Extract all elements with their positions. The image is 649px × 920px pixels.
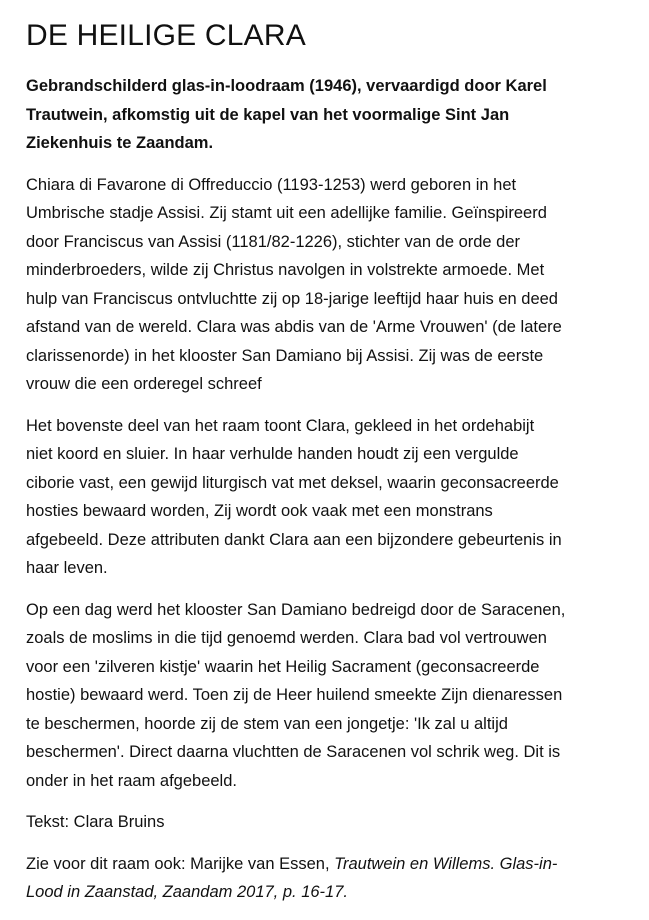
biography-line: clarissenorde) in het klooster San Damiano bij Assisi. Zij was de eerste: [26, 346, 544, 365]
reference-paragraph: [26, 850, 631, 907]
reference-book-title: Trautwein en Willems. Glas-in-: [334, 854, 558, 873]
reference-line-1: [26, 850, 631, 879]
author-credit: [26, 808, 631, 837]
description-line: haar leven.: [26, 559, 108, 577]
intro-line: Gebrandschilderd glas-in-loodraam (1946), vervaardigd door Karel: [26, 77, 547, 95]
biography-line: afstand van de wereld. Clara was abdis van de 'Arme Vrouwen' (de latere: [26, 318, 562, 336]
description-line: ciborie vast, een gewijd liturgisch vat met deksel, waarin geconsacreerde: [26, 473, 559, 492]
intro-paragraph: [26, 72, 631, 158]
credit-text: Tekst: Clara Bruins: [26, 813, 165, 831]
description-line: hosties bewaard worden, Zij wordt ook vaak met een monstrans: [26, 502, 493, 520]
document-page: [26, 16, 631, 920]
page-title: DE HEILIGE CLARA: [26, 19, 306, 52]
legend-line: Op een dag werd het klooster San Damiano bedreigd door de Saracenen,: [26, 600, 566, 619]
biography-line: door Franciscus van Assisi (1181/82-1226), stichter van de orde der: [26, 232, 521, 251]
biography-line: vrouw die een orderegel schreef: [26, 375, 262, 393]
reference-line-2: Lood in Zaanstad, Zaandam 2017, p. 16-17.: [26, 883, 348, 901]
legend-line: beschermen'. Direct daarna vluchtten de Saracenen vol schrik weg. Dit is: [26, 743, 561, 761]
biography-paragraph: [26, 171, 631, 399]
legend-line: onder in het raam afgebeeld.: [26, 771, 237, 790]
legend-line: hostie) bewaard werd. Toen zij de Heer huilend smeekte Zijn dienaressen: [26, 686, 563, 704]
biography-line: hulp van Franciscus ontvluchtte zij op 18-jarige leeftijd haar huis en deed: [26, 289, 558, 308]
description-line: afgebeeld. Deze attributen dankt Clara aan een bijzondere gebeurtenis in: [26, 530, 562, 549]
legend-line: voor een 'zilveren kistje' waarin het Heilig Sacrament (geconsacreerde: [26, 657, 540, 676]
reference-prefix: Zie voor dit raam ook: Marijke van Essen,: [26, 854, 335, 873]
window-description-paragraph: [26, 412, 631, 583]
biography-line: minderbroeders, wilde zij Christus navolgen in volstrekte armoede. Met: [26, 261, 545, 279]
legend-paragraph: [26, 596, 631, 796]
biography-line: Chiara di Favarone di Offreduccio (1193-1253) werd geboren in het: [26, 175, 517, 194]
intro-line: Trautwein, afkomstig uit de kapel van het voormalige Sint Jan: [26, 105, 510, 124]
description-line: Het bovenste deel van het raam toont Clara, gekleed in het ordehabijt: [26, 416, 535, 435]
legend-line: te beschermen, hoorde zij de stem van een jongetje: 'Ik zal u altijd: [26, 714, 508, 733]
biography-line: Umbrische stadje Assisi. Zij stamt uit een adellijke familie. Geïnspireerd: [26, 204, 547, 222]
intro-line: Ziekenhuis te Zaandam.: [26, 134, 214, 152]
description-line: niet koord en sluier. In haar verhulde handen houdt zij een vergulde: [26, 445, 519, 463]
legend-line: zoals de moslims in die tijd genoemd werden. Clara bad vol vertrouwen: [26, 629, 547, 647]
